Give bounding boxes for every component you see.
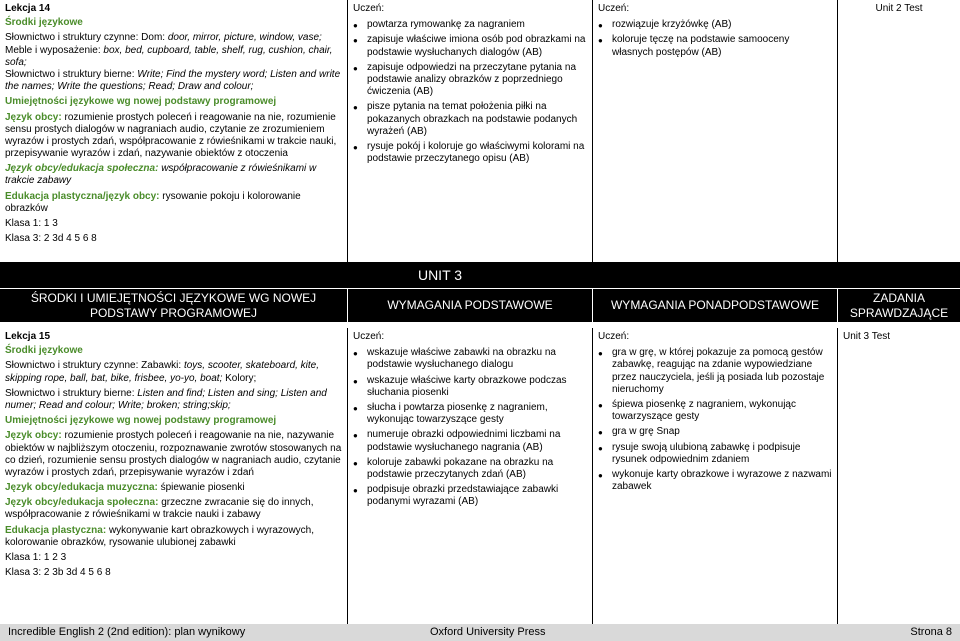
list-item: ● powtarza rymowankę za nagraniem — [367, 19, 587, 31]
umiejetnosci-heading: Umiejętności językowe wg nowej podstawy programowej — [5, 415, 277, 427]
list-item: ● numeruje obrazki odpowiednimi liczbami na podstawie wysłuchanego nagrania (AB) — [367, 429, 587, 453]
list-item: ● rozwiązuje krzyżówkę (AB) — [612, 19, 832, 31]
header-skills: ŚRODKI I UMIEJĘTNOŚCI JĘZYKOWE WG NOWEJ PODSTAWY PROGRAMOWEJ — [0, 289, 348, 322]
list-item: ● zapisuje odpowiedzi na przeczytane pytania na podstawie analizy obrazków z poprzedniego ćwiczenia (AB) — [367, 62, 587, 99]
list-item: ● wykonuje karty obrazkowe i wyrazowe z nazwami zabawek — [612, 469, 832, 493]
klasa-3: Klasa 3: 2 3b 3d 4 5 6 8 — [5, 567, 111, 579]
unit-band — [0, 263, 960, 288]
list-item: ● rysuje swoją ulubioną zabawkę i podpisuje rysunek odpowiednim zdaniem — [612, 442, 832, 466]
vocab-active: Słownictwo i struktury czynne: Zabawki: toys, scooter, skateboard, kite, skipping rope, ball, bat, bike, frisbee, yo-yo, boat; Kolory; — [5, 360, 320, 384]
list-item: ● rysuje pokój i koloruje go właściwymi kolorami na podstawie przeczytanego opisu (AB) — [367, 141, 587, 165]
vocab-passive: Słownictwo i struktury bierne: Listen and find; Listen and sing; Listen and numer; Read and colour; Write; broken; string;skip; — [5, 387, 327, 411]
list-item: ● pisze pytania na temat położenia piłki na pokazanych obrazkach na podstawie podanych wyrażeń (AB) — [367, 101, 587, 138]
lesson-title: Lekcja 15 — [5, 331, 51, 342]
lower-basic-cell — [348, 328, 593, 624]
upper-extended-cell — [593, 0, 838, 262]
list-item: ● zapisuje właściwe imiona osób pod obrazkami na podstawie wysłuchanych dialogów (AB) — [367, 34, 587, 58]
edukacja-plastyczna: Edukacja plastyczna: wykonywanie kart obrazkowych i wyrazowych, kolorowanie obrazków, rysowanie ulubionej zabawki — [5, 524, 315, 548]
uczen-label: Uczeń: — [598, 331, 630, 342]
edukacja-spoleczna: Język obcy/edukacja społeczna: grzeczne zwracanie się do innych, współpracowanie z rówieśnikami w trakcie nauki i zabawy — [5, 497, 314, 521]
header-basic: WYMAGANIA PODSTAWOWE — [348, 289, 593, 322]
jezyk-obcy: Język obcy: rozumienie prostych poleceń i reagowanie na nie, rozumienie sensu prostych dialogów w nagraniach audio, czytanie ze zrozumieniem wyrazów i prostych zdań, współpracowanie z rówieśnikami w trakcie nauki, przepisywanie wyrazów i zdań, nazywanie obiektów z otoczenia — [5, 111, 337, 160]
test-label: Unit 3 Test — [843, 331, 891, 342]
extended-requirements-list — [598, 347, 832, 493]
basic-requirements-list — [353, 19, 587, 165]
jezyk-obcy: Język obcy: rozumienie prostych poleceń i reagowanie na nie, nazywanie obiektów w najbliższym otoczeniu, rozpoznawanie zwrotów stosowanych na co dzień, rozumienie sensu prostych dialogów w nagraniach audio, czytanie wyrazów i prostych zdań, przepisywanie wyrazów i zdań — [5, 430, 342, 478]
lower-extended-cell — [593, 328, 838, 624]
edukacja-muzyczna: Język obcy/edukacja muzyczna: śpiewanie piosenki — [5, 482, 245, 494]
footer-title: Incredible English 2 (2nd edition): plan wynikowy — [8, 626, 246, 638]
list-item: ● koloruje zabawki pokazane na obrazku na podstawie przeczytanych zdań (AB) — [367, 457, 587, 481]
header-extended: WYMAGANIA PONADPODSTAWOWE — [593, 289, 838, 322]
klasa-1: Klasa 1: 1 3 — [5, 218, 58, 229]
list-item: ● wskazuje właściwe zabawki na obrazku na podstawie wysłuchanego dialogu — [367, 347, 587, 371]
upper-basic-cell — [348, 0, 593, 262]
edukacja-spoleczna: Język obcy/edukacja społeczna: współpracowanie z rówieśnikami w trakcie zabawy — [5, 163, 317, 187]
lower-test-cell — [838, 328, 960, 624]
header-tasks: ZADANIA SPRAWDZAJĄCE — [849, 290, 949, 320]
vocab-active: Słownictwo i struktury czynne: Dom: door, mirror, picture, window, vase; Meble i wyposażenie: box, bed, cupboard, table, shelf, rug, cushion, chair, sofa; — [5, 32, 333, 68]
vocab-passive: Słownictwo i struktury bierne: Write; Find the mystery word; Listen and write the names; Write the questions; Read; Draw and colour; — [5, 68, 341, 93]
list-item: ● wskazuje właściwe karty obrazkowe podczas słuchania piosenki — [367, 375, 587, 399]
unit-title: UNIT 3 — [417, 266, 463, 283]
umiejetnosci-heading: Umiejętności językowe wg nowej podstawy programowej — [5, 96, 277, 108]
klasa-3: Klasa 3: 2 3d 4 5 6 8 — [5, 233, 97, 245]
uczen-label: Uczeń: — [353, 331, 385, 342]
list-item: ● podpisuje obrazki przedstawiające zabawki podanymi wyrazami (AB) — [367, 484, 587, 508]
klasa-1: Klasa 1: 1 2 3 — [5, 552, 67, 563]
test-label: Unit 2 Test — [875, 3, 923, 14]
list-item: ● gra w grę, w której pokazuje za pomocą gestów zabawkę, reagując na zdanie wypowiedziane przez nauczyciela, jeśli ją posiada lub pozostaje nieruchomy — [612, 347, 832, 396]
list-item: ● śpiewa piosenkę z nagraniem, wykonując towarzyszące gesty — [612, 399, 832, 423]
upper-skills-cell — [0, 0, 348, 262]
page-number: Strona 8 — [910, 626, 952, 638]
edukacja-plastyczna: Edukacja plastyczna/język obcy: rysowanie pokoju i kolorowanie obrazków — [5, 190, 301, 214]
list-item: ● słucha i powtarza piosenkę z nagraniem, wykonując towarzyszące gesty — [367, 402, 587, 426]
lower-skills-cell — [0, 328, 348, 624]
footer-publisher: Oxford University Press — [430, 626, 546, 638]
basic-requirements-list — [353, 347, 587, 508]
table-header — [0, 288, 960, 322]
extended-requirements-list — [598, 19, 832, 59]
list-item: ● koloruje tęczę na podstawie samooceny własnych postępów (AB) — [612, 34, 832, 58]
uczen-label: Uczeń: — [353, 3, 385, 14]
list-item: ● gra w grę Snap — [612, 426, 832, 438]
srodki-heading: Środki językowe — [5, 345, 83, 357]
srodki-heading: Środki językowe — [5, 17, 83, 29]
page-footer — [0, 624, 960, 641]
upper-test-cell — [838, 0, 960, 262]
uczen-label: Uczeń: — [598, 3, 630, 14]
lesson-title: Lekcja 14 — [5, 3, 51, 14]
